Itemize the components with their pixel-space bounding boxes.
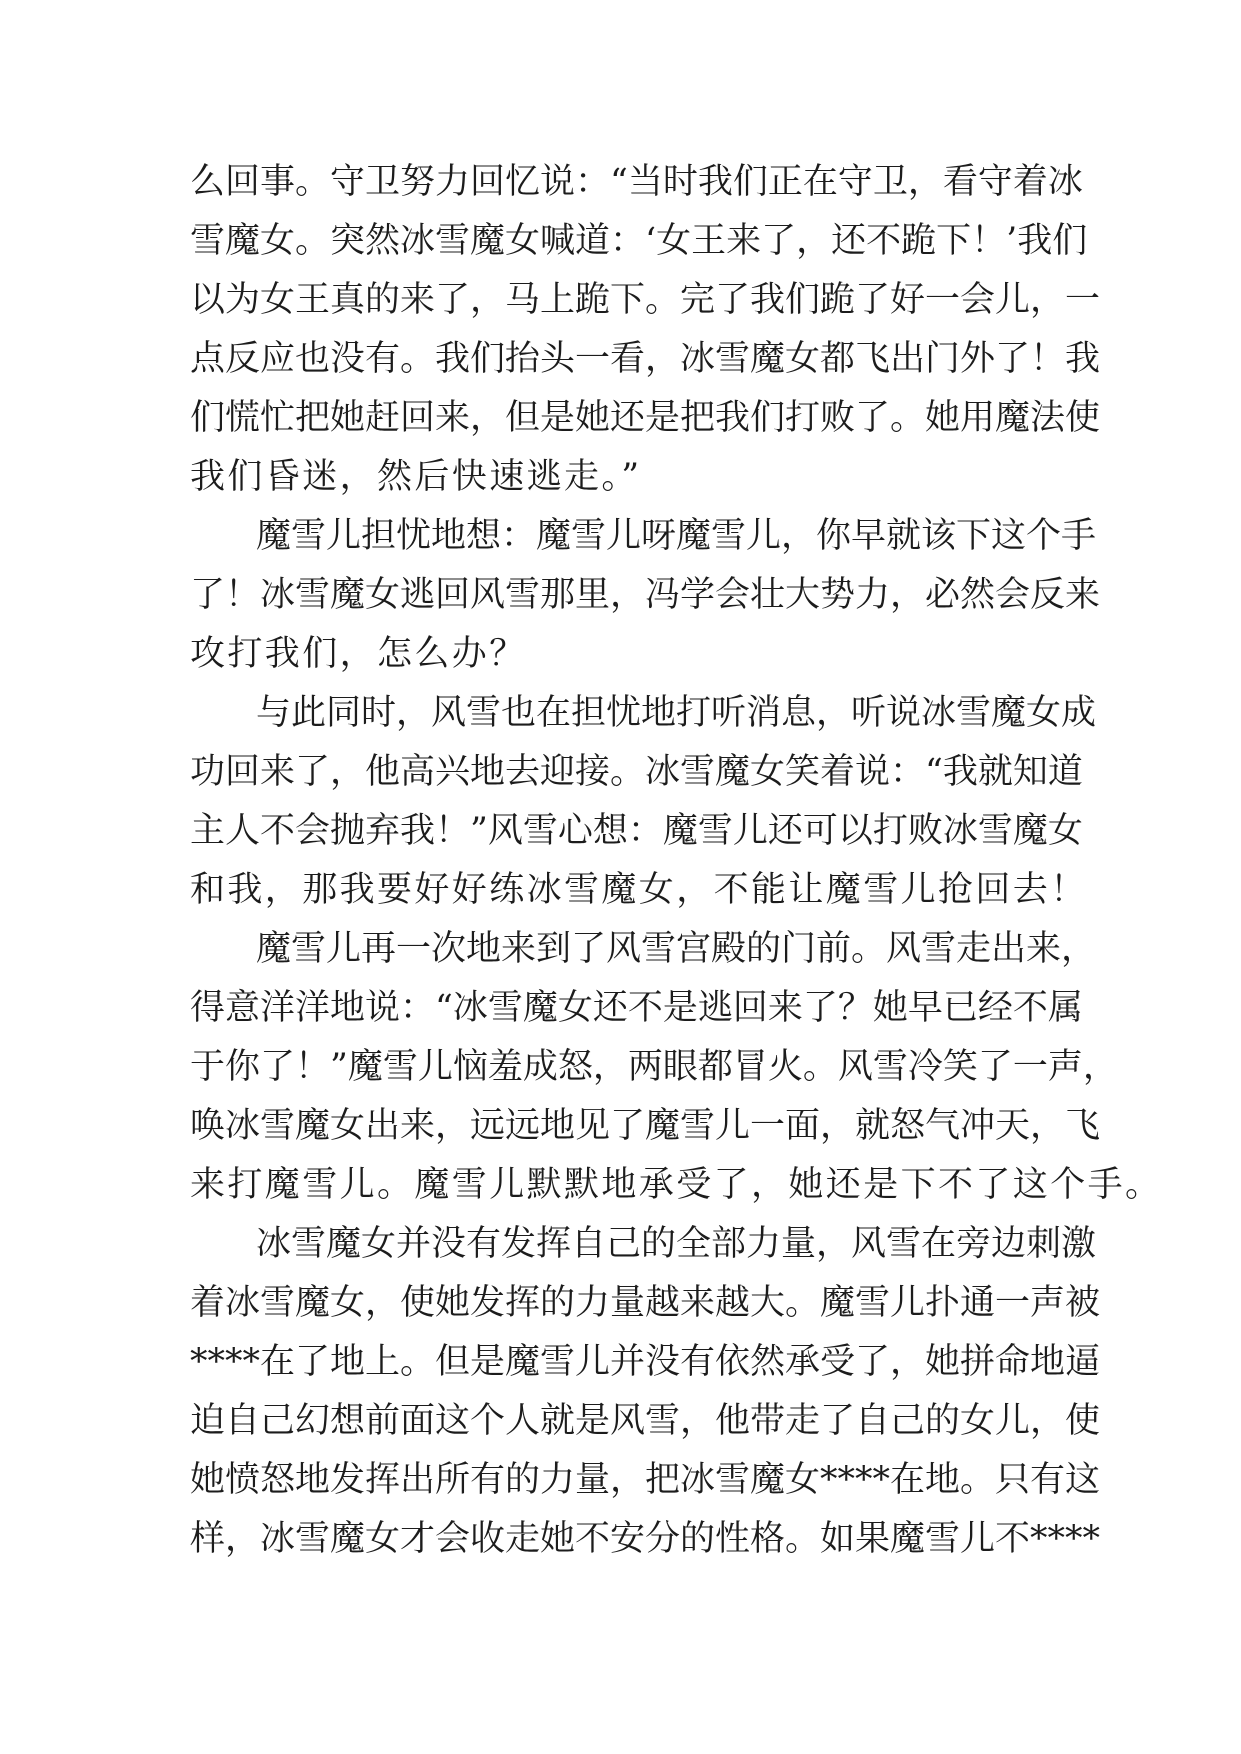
text-line: 攻打我们，怎么办？ bbox=[190, 634, 527, 674]
text-line: 样，冰雪魔女才会收走她不安分的性格。如果魔雪儿不**** bbox=[190, 1519, 1101, 1559]
text-line: 我们昏迷，然后快速逃走。” bbox=[190, 457, 642, 497]
text-line: 么回事。守卫努力回忆说：“当时我们正在守卫，看守着冰 bbox=[190, 162, 1083, 202]
text-line: 来打魔雪儿。魔雪儿默默地承受了，她还是下不了这个手。 bbox=[190, 1165, 1163, 1205]
text-line: 于你了！”魔雪儿恼羞成怒，两眼都冒火。风雪冷笑了一声， bbox=[190, 1047, 1118, 1087]
text-line: 以为女王真的来了，马上跪下。完了我们跪了好一会儿，一 bbox=[190, 280, 1101, 320]
text-line: 主人不会抛弃我！”风雪心想：魔雪儿还可以打败冰雪魔女 bbox=[190, 811, 1083, 851]
text-line: 和我，那我要好好练冰雪魔女，不能让魔雪儿抢回去！ bbox=[190, 870, 1088, 910]
text-line: 她愤怒地发挥出所有的力量，把冰雪魔女****在地。只有这 bbox=[190, 1460, 1101, 1500]
text-line: 唤冰雪魔女出来，远远地见了魔雪儿一面，就怒气冲天，飞 bbox=[190, 1106, 1101, 1146]
text-line: 着冰雪魔女，使她发挥的力量越来越大。魔雪儿扑通一声被 bbox=[190, 1283, 1101, 1323]
text-line: 们慌忙把她赶回来，但是她还是把我们打败了。她用魔法使 bbox=[190, 398, 1101, 438]
paragraph-first-line: 魔雪儿再一次地来到了风雪宫殿的门前。风雪走出来， bbox=[256, 929, 1097, 969]
text-line: 了！冰雪魔女逃回风雪那里，冯学会壮大势力，必然会反来 bbox=[190, 575, 1101, 615]
text-line: 点反应也没有。我们抬头一看，冰雪魔女都飞出门外了！我 bbox=[190, 339, 1101, 379]
text-line: 迫自己幻想前面这个人就是风雪，他带走了自己的女儿，使 bbox=[190, 1401, 1101, 1441]
paragraph-first-line: 冰雪魔女并没有发挥自己的全部力量，风雪在旁边刺激 bbox=[256, 1224, 1097, 1264]
text-line: ****在了地上。但是魔雪儿并没有依然承受了，她拼命地逼 bbox=[190, 1342, 1101, 1382]
paragraph-first-line: 与此同时，风雪也在担忧地打听消息，听说冰雪魔女成 bbox=[256, 693, 1097, 733]
text-line: 雪魔女。突然冰雪魔女喊道：‘女王来了，还不跪下！’我们 bbox=[190, 221, 1088, 261]
text-line: 得意洋洋地说：“冰雪魔女还不是逃回来了？她早已经不属 bbox=[190, 988, 1083, 1028]
text-line: 功回来了，他高兴地去迎接。冰雪魔女笑着说：“我就知道 bbox=[190, 752, 1083, 792]
paragraph-first-line: 魔雪儿担忧地想：魔雪儿呀魔雪儿，你早就该下这个手 bbox=[256, 516, 1097, 556]
